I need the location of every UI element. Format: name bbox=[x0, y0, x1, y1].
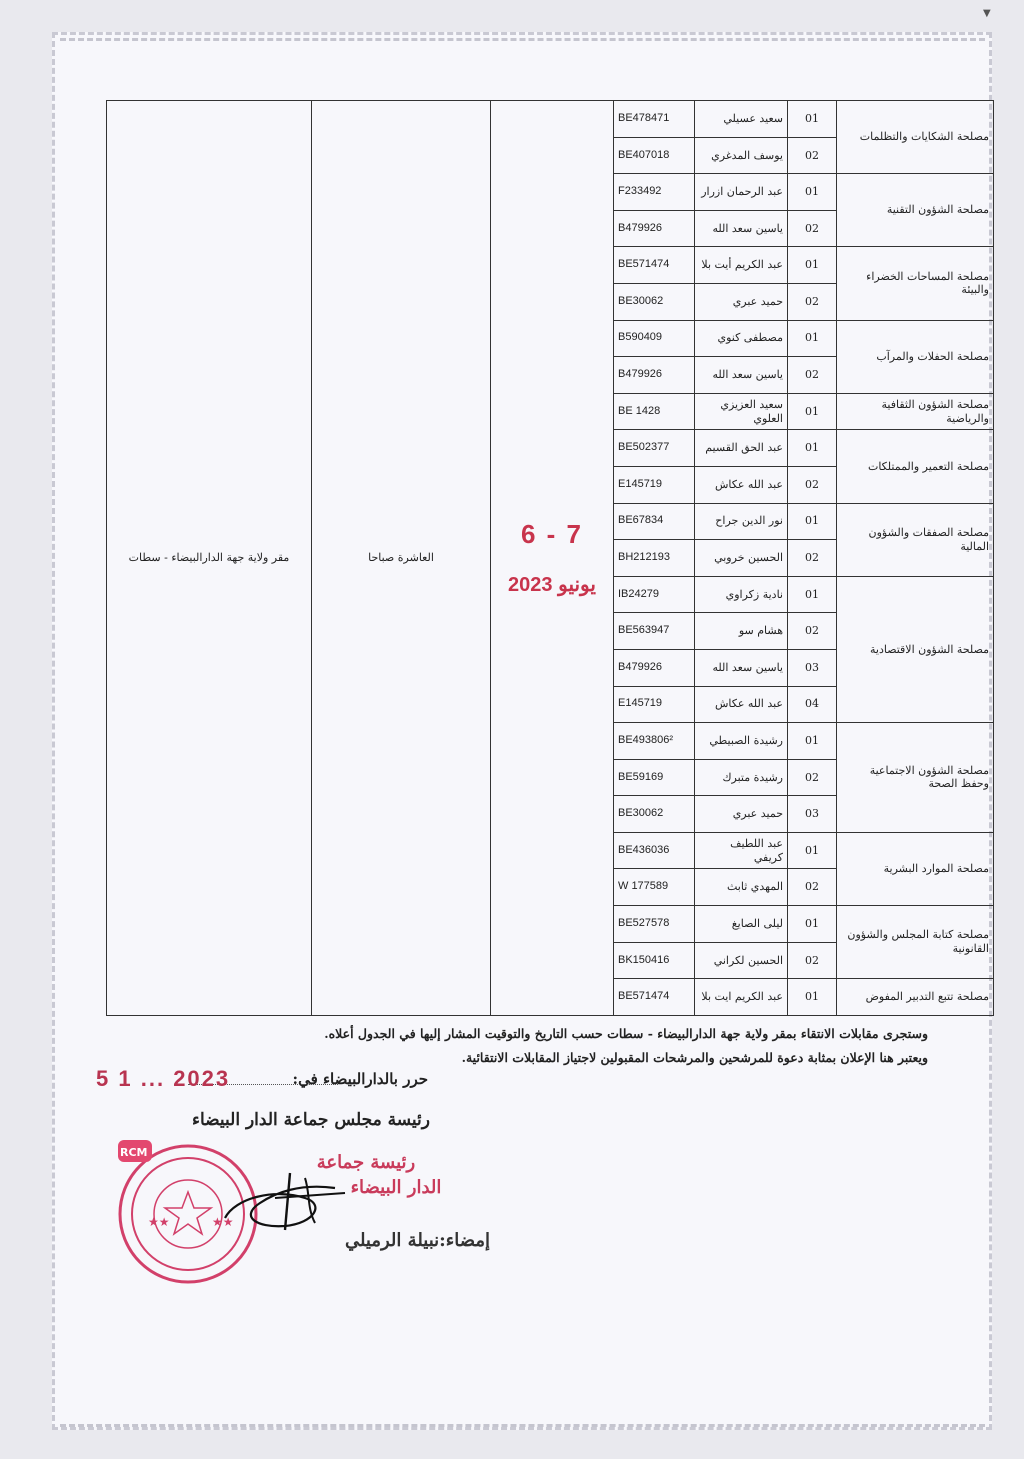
candidate-number-cell: 02 bbox=[788, 283, 837, 320]
service-cell: مصلحة المساحات الخضراء والبيئة bbox=[837, 247, 994, 320]
candidate-number-cell: 02 bbox=[788, 942, 837, 979]
candidate-id-cell: F233492 bbox=[614, 174, 695, 211]
candidate-number-cell: 02 bbox=[788, 466, 837, 503]
candidate-id-cell: BE478471 bbox=[614, 101, 695, 138]
service-cell: مصلحة تتبع التدبير المفوض bbox=[837, 979, 994, 1016]
svg-text:★★: ★★ bbox=[212, 1215, 234, 1229]
candidate-number-cell: 01 bbox=[788, 320, 837, 357]
candidate-name-cell: عبد الحق القسيم bbox=[695, 430, 788, 467]
candidate-name-cell: ليلى الصايغ bbox=[695, 906, 788, 943]
candidate-id-cell: E145719 bbox=[614, 466, 695, 503]
signed-at-label: حرر بالدارالبيضاء في: bbox=[292, 1070, 428, 1088]
candidate-name-cell: هشام سو bbox=[695, 613, 788, 650]
candidate-number-cell: 03 bbox=[788, 649, 837, 686]
candidate-number-cell: 04 bbox=[788, 686, 837, 723]
president-title: رئيسة مجلس جماعة الدار البيضاء bbox=[191, 1110, 430, 1130]
candidate-number-cell: 01 bbox=[788, 723, 837, 760]
candidate-name-cell: عبد الكريم أيت بلا bbox=[695, 247, 788, 284]
candidate-id-cell: BE407018 bbox=[614, 137, 695, 174]
candidate-name-cell: حميد عبري bbox=[695, 283, 788, 320]
candidate-id-cell: IB24279 bbox=[614, 576, 695, 613]
candidate-number-cell: 01 bbox=[788, 101, 837, 138]
interview-place-cell: مقر ولاية جهة الدارالبيضاء - سطات bbox=[107, 101, 312, 1016]
candidate-name-cell: نادية زكراوي bbox=[695, 576, 788, 613]
candidate-id-cell: BH212193 bbox=[614, 540, 695, 577]
svg-text:RCM: RCM bbox=[120, 1146, 148, 1159]
candidate-name-cell: رشيدة متبرك bbox=[695, 759, 788, 796]
candidates-table bbox=[106, 100, 994, 1016]
candidate-name-cell: مصطفى كنوي bbox=[695, 320, 788, 357]
stamp-line-2: الدار البيضاء bbox=[350, 1177, 442, 1199]
table-row bbox=[107, 101, 994, 138]
service-cell: مصلحة الشؤون الثقافية والرياضية bbox=[837, 393, 994, 430]
candidate-name-cell: الحسين خروبي bbox=[695, 540, 788, 577]
interview-date-cell bbox=[491, 101, 614, 1016]
note-line-1: وستجرى مقابلات الانتقاء بمقر ولاية جهة الدارالبيضاء - سطات حسب التاريخ والتوقيت المشار إليها في الجدول أعلاه. bbox=[324, 1026, 928, 1041]
candidate-name-cell: عبد الله عكاش bbox=[695, 686, 788, 723]
candidate-name-cell: المهدي ثابث bbox=[695, 869, 788, 906]
service-cell: مصلحة التعمير والممتلكات bbox=[837, 430, 994, 503]
candidate-id-cell: BE493806² bbox=[614, 723, 695, 760]
candidate-name-cell: سعيد عسيلي bbox=[695, 101, 788, 138]
candidate-number-cell: 02 bbox=[788, 759, 837, 796]
service-cell: مصلحة الشؤون التقنية bbox=[837, 174, 994, 247]
candidate-id-cell: B479926 bbox=[614, 210, 695, 247]
service-cell: مصلحة الشؤون الاجتماعية وحفظ الصحة bbox=[837, 723, 994, 833]
candidate-id-cell: BE436036 bbox=[614, 832, 695, 869]
note-line-2: ويعتبر هنا الإعلان بمثابة دعوة للمرشحين والمرشحات المقبولين لاجتياز المقابلات الانتقائية. bbox=[461, 1049, 928, 1065]
candidate-number-cell: 03 bbox=[788, 796, 837, 833]
candidate-name-cell: يوسف المدغري bbox=[695, 137, 788, 174]
service-cell: مصلحة كتابة المجلس والشؤون القانونية bbox=[837, 906, 994, 979]
candidate-name-cell: نور الدين جراح bbox=[695, 503, 788, 540]
page-corner-mark: ▼ bbox=[983, 8, 991, 19]
candidate-number-cell: 02 bbox=[788, 357, 837, 394]
candidate-number-cell: 01 bbox=[788, 174, 837, 211]
candidate-name-cell: رشيدة الصبيطي bbox=[695, 723, 788, 760]
signed-date-stamp: 2023 ... 1 5 bbox=[96, 1066, 231, 1091]
candidate-name-cell: ياسين سعد الله bbox=[695, 210, 788, 247]
candidate-id-cell: BE571474 bbox=[614, 979, 695, 1016]
candidate-id-cell: BK150416 bbox=[614, 942, 695, 979]
candidate-id-cell: BE30062 bbox=[614, 796, 695, 833]
candidate-id-cell: B590409 bbox=[614, 320, 695, 357]
candidate-name-cell: عبد الله عكاش bbox=[695, 466, 788, 503]
date-month-stamp bbox=[495, 573, 609, 598]
candidate-id-cell: BE 1428 bbox=[614, 393, 695, 430]
candidate-name-cell: ياسين سعد الله bbox=[695, 357, 788, 394]
candidate-number-cell: 01 bbox=[788, 430, 837, 467]
service-cell: مصلحة الشكايات والتظلمات bbox=[837, 101, 994, 174]
candidate-number-cell: 01 bbox=[788, 393, 837, 430]
candidate-id-cell: BE571474 bbox=[614, 247, 695, 284]
candidate-number-cell: 02 bbox=[788, 613, 837, 650]
page-border-top bbox=[60, 38, 985, 41]
candidate-name-cell: سعيد العزيزي العلوي bbox=[695, 393, 788, 430]
candidate-id-cell: E145719 bbox=[614, 686, 695, 723]
candidate-number-cell: 01 bbox=[788, 979, 837, 1016]
candidate-id-cell: W 177589 bbox=[614, 869, 695, 906]
svg-text:★★: ★★ bbox=[148, 1215, 170, 1229]
notes-block bbox=[228, 1022, 928, 1070]
candidate-number-cell: 01 bbox=[788, 247, 837, 284]
signer-name: إمضاء:نبيلة الرميلي bbox=[344, 1230, 490, 1251]
candidate-id-cell: BE563947 bbox=[614, 613, 695, 650]
candidate-name-cell: عبد الرحمان ازرار bbox=[695, 174, 788, 211]
candidate-number-cell: 02 bbox=[788, 137, 837, 174]
service-cell: مصلحة الصفقات والشؤون المالية bbox=[837, 503, 994, 576]
candidate-name-cell: ياسين سعد الله bbox=[695, 649, 788, 686]
candidate-number-cell: 01 bbox=[788, 906, 837, 943]
service-cell: مصلحة الشؤون الاقتصادية bbox=[837, 576, 994, 722]
candidate-number-cell: 01 bbox=[788, 503, 837, 540]
candidate-id-cell: BE502377 bbox=[614, 430, 695, 467]
candidate-name-cell: عبد اللطيف كريفي bbox=[695, 832, 788, 869]
interview-time-cell: العاشرة صباحا bbox=[312, 101, 491, 1016]
candidate-id-cell: B479926 bbox=[614, 357, 695, 394]
candidate-id-cell: BE30062 bbox=[614, 283, 695, 320]
candidate-name-cell: عبد الكريم ايت بلا bbox=[695, 979, 788, 1016]
service-cell: مصلحة الموارد البشرية bbox=[837, 832, 994, 905]
date-days-stamp: 7 - 6 bbox=[520, 519, 584, 550]
page-border-bottom bbox=[60, 1424, 985, 1427]
candidate-name-cell: الحسين لكراني bbox=[695, 942, 788, 979]
date-month: يونيو bbox=[558, 573, 596, 596]
candidate-name-cell: حميد عبري bbox=[695, 796, 788, 833]
candidate-id-cell: BE67834 bbox=[614, 503, 695, 540]
stamp-line-1: رئيسة جماعة bbox=[316, 1152, 416, 1173]
candidate-id-cell: BE59169 bbox=[614, 759, 695, 796]
candidate-id-cell: B479926 bbox=[614, 649, 695, 686]
candidate-number-cell: 01 bbox=[788, 832, 837, 869]
candidate-id-cell: BE527578 bbox=[614, 906, 695, 943]
candidate-number-cell: 01 bbox=[788, 576, 837, 613]
handwritten-signature-icon bbox=[215, 1168, 365, 1238]
candidate-number-cell: 02 bbox=[788, 540, 837, 577]
signed-at bbox=[96, 1066, 436, 1096]
date-year: 2023 bbox=[508, 573, 553, 596]
service-cell: مصلحة الحفلات والمرآب bbox=[837, 320, 994, 393]
candidate-number-cell: 02 bbox=[788, 869, 837, 906]
candidate-number-cell: 02 bbox=[788, 210, 837, 247]
